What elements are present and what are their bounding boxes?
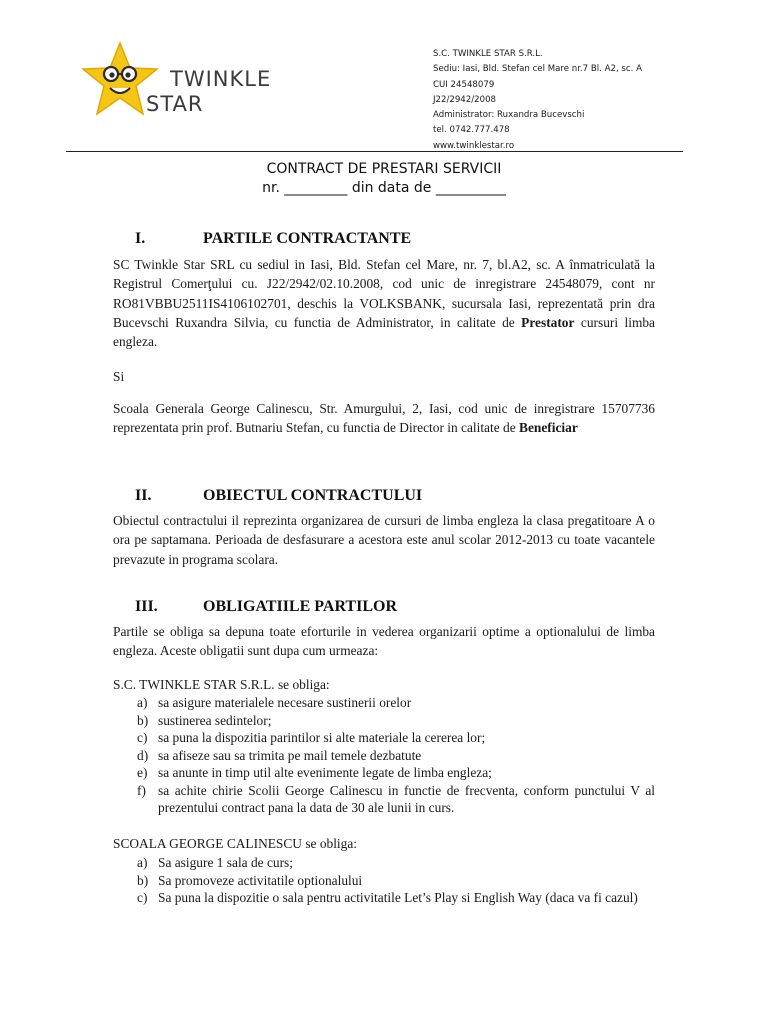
conjunction-si: Si bbox=[113, 369, 125, 384]
company-info bbox=[433, 47, 642, 154]
company-logo bbox=[80, 40, 280, 120]
company-seat: Sediu: Iasi, Bld. Stefan cel Mare nr.7 Bl. A2, sc. A bbox=[433, 64, 642, 75]
company-reg: J22/2942/2008 bbox=[433, 94, 497, 105]
section-title: PARTILE CONTRACTANTE bbox=[203, 230, 412, 247]
prestator-text: SC Twinkle Star SRL cu sediul in Iasi, Bld. Stefan cel Mare, nr. 7, bl.A2, sc. A înmatriculată la Registrul Comerţului cu. J22/2942/02.10.2008, cod unic de inregistrare 24548079, cont nr RO81VBBU2511IS4106102701, deschis la VOLKSBANK, sucursala Iasi, reprezentată prin dra Bucevschi Ruxandra Silvia, cu functia de Administrator, in calitate de bbox=[113, 257, 655, 330]
list-marker: a) bbox=[137, 695, 148, 710]
obligations-paragraph: Partile se obliga sa depuna toate eforturile in vederea organizarii optime a optionalului de limba engleza. Aceste obligatii sunt dupa cum urmeaza: bbox=[113, 624, 655, 659]
header-divider bbox=[66, 151, 683, 152]
object-paragraph: Obiectul contractului il reprezinta organizarea de cursuri de limba engleza la clasa pregatitoare A o ora pe saptamana. Perioada de desfasurare a acestora este anul scolar 2012-2013 cu toate vacantele prevazute in programa scolara. bbox=[113, 513, 655, 567]
company-cui: CUI 24548079 bbox=[433, 79, 495, 90]
list-item bbox=[113, 729, 655, 747]
list-item bbox=[113, 782, 655, 817]
section-heading-obligations bbox=[113, 598, 397, 616]
list-item bbox=[113, 854, 655, 872]
logo-text-star: STAR bbox=[146, 92, 204, 116]
twinkle-obligations-intro: S.C. TWINKLE STAR S.R.L. se obliga: bbox=[113, 677, 330, 692]
section-number: I. bbox=[135, 230, 146, 247]
list-item-text: sa afiseze sau sa trimita pe mail temele dezbatute bbox=[158, 747, 422, 763]
list-marker: c) bbox=[137, 730, 148, 745]
list-marker: c) bbox=[137, 890, 148, 905]
logo-text-twinkle: TWINKLE bbox=[170, 67, 272, 91]
parties-beneficiar-paragraph bbox=[113, 399, 655, 438]
list-item-text: Sa puna la dispozitie o sala pentru activitatile Let’s Play si English Way (daca va fi cazul) bbox=[158, 890, 638, 905]
beneficiar-role: Beneficiar bbox=[519, 420, 578, 436]
list-item-text: sa puna la dispozitia parintilor si alte materiale la cererea lor; bbox=[158, 730, 486, 745]
list-marker: e) bbox=[137, 765, 148, 780]
list-marker: b) bbox=[137, 712, 149, 728]
section-title: OBLIGATIILE PARTILOR bbox=[203, 598, 397, 615]
contract-number-line: nr. _________ din data de __________ bbox=[262, 180, 506, 196]
company-phone: tel. 0742.777.478 bbox=[433, 125, 510, 136]
list-item-text: sa achite chirie Scolii George Calinescu in functie de frecventa, conform punctului V al prezentului contract pana la data de 30 ale lunii in curs. bbox=[158, 782, 655, 815]
section-heading-object bbox=[113, 487, 422, 505]
prestator-role: Prestator bbox=[521, 314, 575, 330]
parties-prestator-paragraph bbox=[113, 255, 655, 351]
list-item-text: Sa asigure 1 sala de curs; bbox=[158, 855, 293, 870]
list-item-text: sa anunte in timp util alte evenimente legate de limba engleza; bbox=[158, 765, 492, 780]
list-marker: b) bbox=[137, 872, 149, 888]
beneficiar-text: Scoala Generala George Calinescu, Str. Amurgului, 2, Iasi, cod unic de inregistrare 15707736 reprezentata prin prof. Butnariu Stefan, cu functia de Director in calitate de bbox=[113, 401, 655, 436]
section-title: OBIECTUL CONTRACTULUI bbox=[203, 487, 423, 504]
list-item bbox=[113, 764, 655, 782]
twinkle-obligations-list bbox=[113, 694, 655, 817]
school-obligations-intro: SCOALA GEORGE CALINESCU se obliga: bbox=[113, 836, 358, 851]
list-item bbox=[113, 694, 655, 712]
list-marker: d) bbox=[137, 747, 149, 763]
list-item-text: sustinerea sedintelor; bbox=[158, 712, 272, 728]
list-item-text: Sa promoveze activitatile optionalului bbox=[158, 872, 363, 888]
list-item-text: sa asigure materialele necesare sustinerii orelor bbox=[158, 695, 412, 710]
school-obligations-list bbox=[113, 854, 655, 907]
section-number: II. bbox=[135, 487, 152, 504]
list-item bbox=[113, 712, 655, 730]
company-name: S.C. TWINKLE STAR S.R.L. bbox=[433, 49, 543, 59]
company-admin: Administrator: Ruxandra Bucevschi bbox=[433, 110, 585, 121]
section-heading-parties bbox=[113, 230, 411, 248]
prestator-text-end: cursuri limba engleza. bbox=[113, 314, 656, 350]
contract-title: CONTRACT DE PRESTARI SERVICII bbox=[266, 161, 502, 177]
company-website: www.twinklestar.ro bbox=[433, 140, 515, 151]
list-item bbox=[113, 747, 655, 765]
list-item bbox=[113, 889, 655, 907]
section-number: III. bbox=[135, 598, 158, 615]
list-marker: f) bbox=[137, 782, 146, 798]
list-marker: a) bbox=[137, 855, 148, 870]
list-item bbox=[113, 872, 655, 890]
